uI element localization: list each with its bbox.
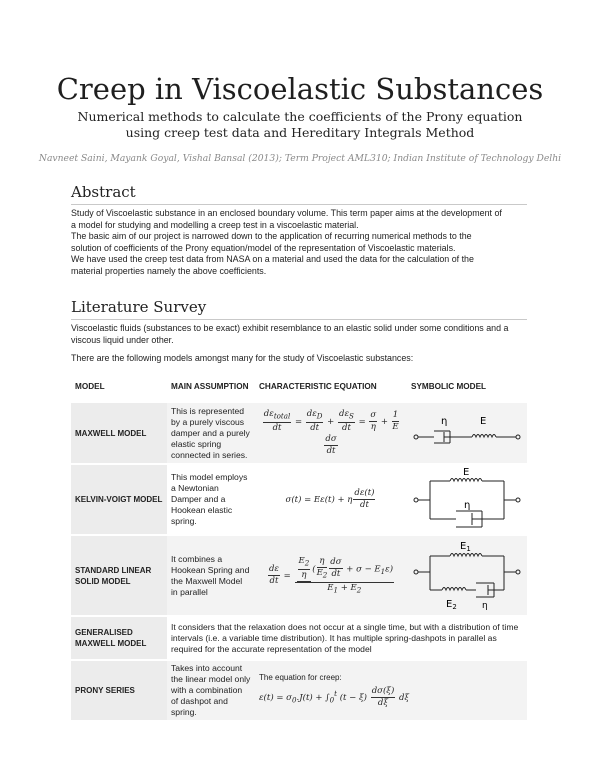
model-assumption: This model employs a Newtonian Damper and a Hookean elastic spring. — [167, 464, 255, 535]
eta-label: η — [441, 415, 448, 427]
literature-body — [71, 323, 531, 365]
table-row — [71, 464, 527, 535]
header-equation: CHARACTERISTIC EQUATION — [259, 381, 377, 391]
authors-line: Navneet Saini, Mayank Goyal, Vishal Bansal (2013); Term Project AML310; Indian Institute of Technology Delhi — [38, 153, 562, 164]
literature-heading: Literature Survey — [71, 298, 207, 316]
table-row — [71, 535, 527, 616]
sls-equation: $\frac{d\varepsilon}{dt}$ = $\frac{E_2}{\eta}$ ( $\frac{\eta}{E_2}$ $\frac{d\sigma}{dt}$ + $\sigma - E_1\varepsilon$) $E_1 + E_2$ — [255, 535, 407, 616]
literature-para-1: Viscoelastic fluids (substances to be exact) exhibit resemblance to an elastic solid under some conditions and a viscous liquid under other. — [71, 323, 509, 345]
e-label: E — [463, 467, 470, 478]
abstract-line: solution of coefficients of the Prony equation/model of the representation of Viscoelastic materials. — [71, 242, 456, 253]
paper-subtitle: Numerical methods to calculate the coefficients of the Prony equation using creep test data and Hereditary Integrals Method — [77, 109, 523, 140]
kelvin-diagram — [412, 467, 522, 529]
e-label: E — [480, 415, 487, 427]
abstract-rule — [71, 204, 527, 205]
model-name: KELVIN-VOIGT MODEL — [71, 464, 167, 535]
sls-diagram — [412, 538, 522, 610]
prony-equation: The equation for creep: $\varepsilon(t) = \sigma_0.J(t) + \int_0^t$ (t − ξ) $\frac{d\sigma(\xi)}{d\xi}$ dξ — [255, 660, 527, 720]
header-symbolic: SYMBOLIC MODEL — [411, 381, 487, 391]
prony-eq-label: The equation for creep: — [259, 673, 342, 682]
model-assumption: It combines a Hookean Spring and the Maxwell Model in parallel — [167, 535, 255, 616]
abstract-line: The basic aim of our project is narrowed down to the application of recurring numerical methods to the — [71, 231, 472, 242]
model-name: MAXWELL MODEL — [71, 402, 167, 464]
abstract-line: Study of Viscoelastic substance in an enclosed boundary volume. This term paper aims at the development of — [71, 208, 502, 218]
models-table — [71, 371, 527, 720]
literature-para-2: There are the following models amongst many for the study of Viscoelastic substances: — [71, 353, 414, 364]
table-header-row — [71, 371, 527, 402]
model-assumption: Takes into account the linear model only with a combination of dashpot and spring. — [167, 660, 255, 720]
model-name: STANDARD LINEAR SOLID MODEL — [71, 535, 167, 616]
abstract-line: a model for studying and modelling a creep test in a viscoelastic material. — [71, 219, 359, 230]
table-row — [71, 616, 527, 660]
literature-rule — [71, 319, 527, 320]
maxwell-diagram — [412, 410, 522, 454]
abstract-heading: Abstract — [71, 183, 136, 201]
e2-label: $E_2$ — [446, 599, 457, 610]
model-assumption: It considers that the relaxation does not occur at a single time, but with a distribution of time intervals (i.e. a variable time distribution). It has multiple spring-dashpots in parallel as required for the accurate representation of the model — [167, 616, 527, 660]
model-name: PRONY SERIES — [71, 660, 167, 720]
eta-label: η — [464, 500, 471, 511]
maxwell-equation: $\frac{d\varepsilon_{total}}{dt}$ = $\frac{d\varepsilon_D}{dt}$ + $\frac{d\varepsilon_S}{dt}$ = $\frac{\sigma}{\eta}$ + $\frac{1}{E}$ $\frac{d\sigma}{dt}$ — [255, 402, 407, 464]
abstract-line: material properties namely the above coefficients. — [71, 265, 267, 276]
header-model: MODEL — [75, 381, 105, 391]
model-name: GENERALISED MAXWELL MODEL — [71, 616, 167, 660]
abstract-body — [71, 208, 531, 278]
abstract-line: We have used the creep test data from NASA on a material and used the data for the calculation of the — [71, 254, 474, 265]
paper-title: Creep in Viscoelastic Substances — [56, 72, 544, 106]
kelvin-symbol — [407, 464, 527, 535]
maxwell-symbol — [407, 402, 527, 464]
sls-symbol — [407, 535, 527, 616]
e1-label: $E_1$ — [460, 541, 471, 553]
model-assumption: This is represented by a purely viscous damper and a purely elastic spring connected in series. — [167, 402, 255, 464]
eta-label: η — [482, 601, 488, 610]
header-assumption: MAIN ASSUMPTION — [171, 381, 249, 391]
table-row — [71, 402, 527, 464]
table-row — [71, 660, 527, 720]
kelvin-equation: σ(t) = Eε(t) + η $\frac{d\varepsilon(t)}{dt}$ — [255, 464, 407, 535]
